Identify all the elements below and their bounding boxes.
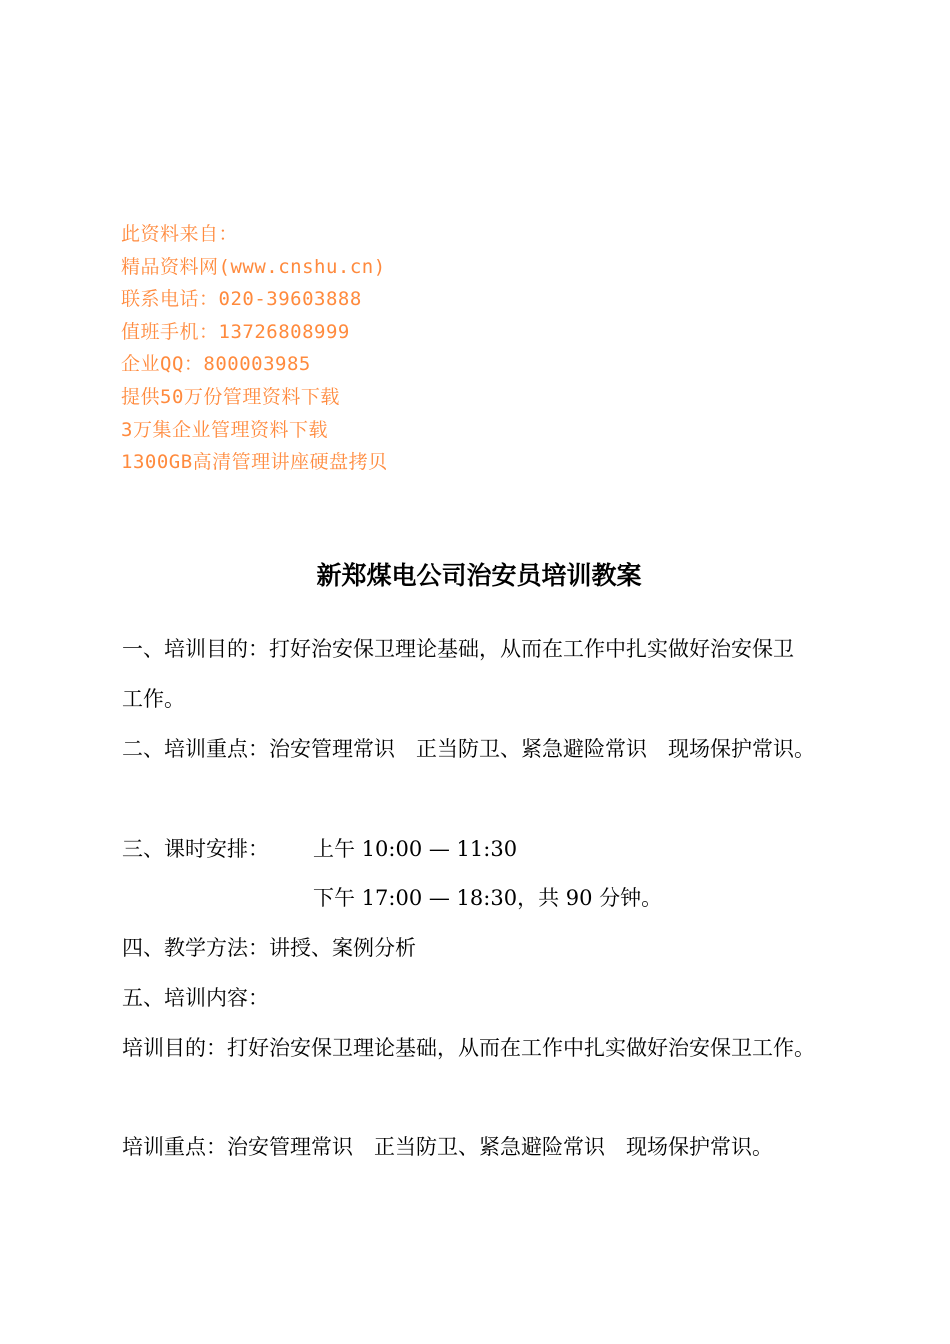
section-2-focus: 二、培训重点：治安管理常识 正当防卫、紧急避险常识 现场保护常识。 [122, 737, 815, 761]
ad-mobile-line: 值班手机：13726808999 [121, 320, 350, 343]
schedule-afternoon: 下午 17:00 — 18:30，共 90 分钟。 [313, 886, 663, 910]
section-3-label: 三、课时安排： [122, 837, 269, 861]
ad-phone-line: 联系电话：020-39603888 [121, 288, 362, 311]
section-5-content-heading: 五、培训内容： [122, 986, 269, 1010]
document-title: 新郑煤电公司治安员培训教案 [316, 561, 642, 590]
ad-source-line: 此资料来自： [121, 223, 239, 245]
section-1-line-2: 工作。 [122, 687, 185, 711]
content-training-goal: 培训目的：打好治安保卫理论基础，从而在工作中扎实做好治安保卫工作。 [122, 1036, 815, 1060]
ad-website-line: 精品资料网(www.cnshu.cn) [121, 255, 386, 278]
ad-offer-line-1: 提供50万份管理资料下载 [121, 385, 340, 408]
section-1-line-1: 一、培训目的：打好治安保卫理论基础，从而在工作中扎实做好治安保卫 [122, 637, 794, 661]
content-training-focus: 培训重点：治安管理常识 正当防卫、紧急避险常识 现场保护常识。 [122, 1135, 773, 1159]
schedule-morning: 上午 10:00 — 11:30 [313, 837, 518, 861]
ad-offer-line-2: 3万集企业管理资料下载 [121, 418, 328, 441]
ad-qq-line: 企业QQ：800003985 [121, 353, 311, 376]
source-ad-block [121, 218, 721, 479]
ad-offer-line-3: 1300GB高清管理讲座硬盘拷贝 [121, 451, 388, 474]
section-4-method: 四、教学方法：讲授、案例分析 [122, 936, 416, 960]
